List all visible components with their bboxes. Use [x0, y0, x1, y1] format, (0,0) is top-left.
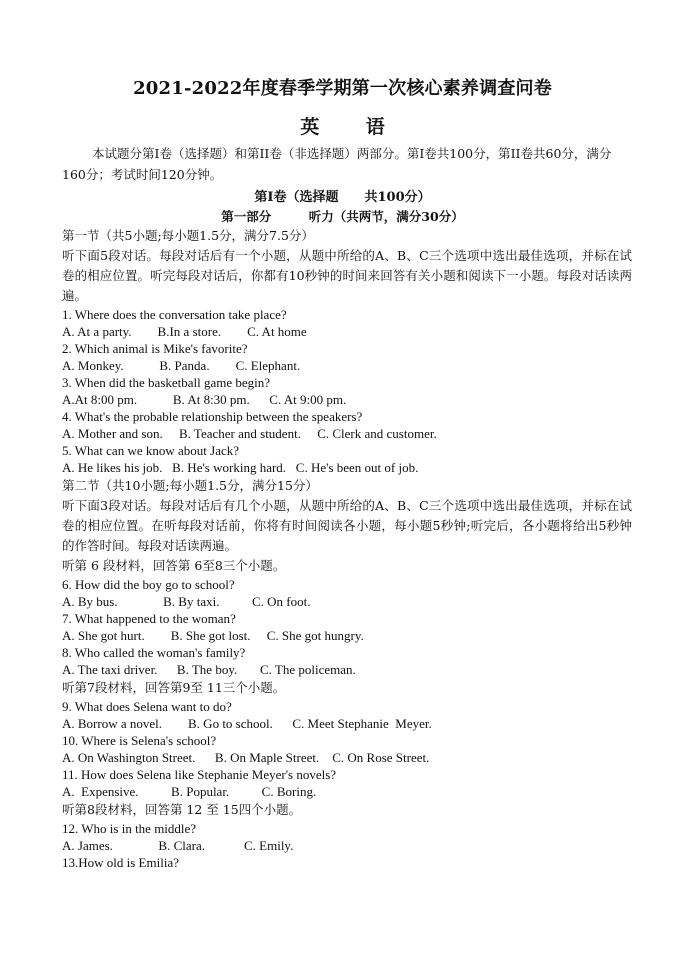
- exam-intro: 本试题分第I卷（选择题）和第II卷（非选择题）两部分。第I卷共100分，第II卷共60分，满分160分；考试时间120分钟。: [62, 146, 612, 182]
- section-instructions: 听下面3段对话。每段对话后有几个小题，从题中所给的A、B、C三个选项中选出最佳选项，并标在试卷的相应位置。在听每段对话前，你将有时间阅读各小题，每小题5秒钟;听完后，各小题将给出5秒钟的作答时间。每段对话读两遍。: [62, 498, 632, 553]
- exam-title: 2021-2022年度春季学期第一次核心素养调查问卷: [133, 78, 552, 99]
- section-heading: 第二节（共10小题;每小题1.5分，满分15分）: [62, 478, 318, 493]
- question-options: A. The taxi driver. B. The boy. C. The policeman.: [62, 662, 356, 677]
- material-note: 听第8段材料，回答第 12 至 15四个小题。: [62, 802, 302, 817]
- question-options: A. On Washington Street. B. On Maple Street. C. On Rose Street.: [62, 750, 430, 765]
- question-options: A. Borrow a novel. B. Go to school. C. Meet Stephanie Meyer.: [62, 716, 432, 731]
- question-text: 8. Who called the woman's family?: [62, 645, 246, 660]
- question-list: [62, 306, 632, 476]
- question-options: A. Expensive. B. Popular. C. Boring.: [62, 784, 317, 799]
- question-text: 3. When did the basketball game begin?: [62, 375, 271, 390]
- question-options: A. She got hurt. B. She got lost. C. She got hungry.: [62, 628, 364, 643]
- question-text: 2. Which animal is Mike's favorite?: [62, 341, 248, 356]
- question-options: A. Monkey. B. Panda. C. Elephant.: [62, 358, 301, 373]
- question-text: 7. What happened to the woman?: [62, 611, 236, 626]
- question-text: 1. Where does the conversation take place?: [62, 307, 287, 322]
- section-heading: 第一节（共5小题;每小题1.5分，满分7.5分）: [62, 228, 314, 243]
- question-options: A. Mother and son. B. Teacher and student. C. Clerk and customer.: [62, 426, 437, 441]
- question-text: 13.How old is Emilia?: [62, 855, 179, 870]
- question-options: A. He likes his job. B. He's working hard. C. He's been out of job.: [62, 460, 419, 475]
- question-text: 10. Where is Selena's school?: [62, 733, 217, 748]
- question-text: 6. How did the boy go to school?: [62, 577, 235, 592]
- question-text: 12. Who is in the middle?: [62, 821, 197, 836]
- question-text: 4. What's the probable relationship between the speakers?: [62, 409, 363, 424]
- material-note: 听第 6 段材料，回答第 6至8三个小题。: [62, 558, 286, 573]
- part-heading: 第一部分 听力（共两节，满分30分）: [221, 209, 464, 224]
- volume-heading: 第I卷（选择题 共100分）: [254, 190, 431, 205]
- question-text: 5. What can we know about Jack?: [62, 443, 240, 458]
- material-note: 听第7段材料，回答第9至 11三个小题。: [62, 680, 286, 695]
- question-options: A. By bus. B. By taxi. C. On foot.: [62, 594, 311, 609]
- subject-heading: 英 语: [300, 116, 385, 138]
- question-text: 11. How does Selena like Stephanie Meyer's novels?: [62, 767, 337, 782]
- listening-content: [62, 226, 632, 871]
- question-text: 9. What does Selena want to do?: [62, 699, 232, 714]
- question-options: A. At a party. B.In a store. C. At home: [62, 324, 307, 339]
- question-options: A.At 8:00 pm. B. At 8:30 pm. C. At 9:00 pm.: [62, 392, 347, 407]
- section-instructions: 听下面5段对话。每段对话后有一个小题，从题中所给的A、B、C三个选项中选出最佳选项，并标在试卷的相应位置。听完每段对话后，你都有10秒钟的时间来回答有关小题和阅读下一小题。每段对话读两遍。: [62, 248, 632, 303]
- question-options: A. James. B. Clara. C. Emily.: [62, 838, 294, 853]
